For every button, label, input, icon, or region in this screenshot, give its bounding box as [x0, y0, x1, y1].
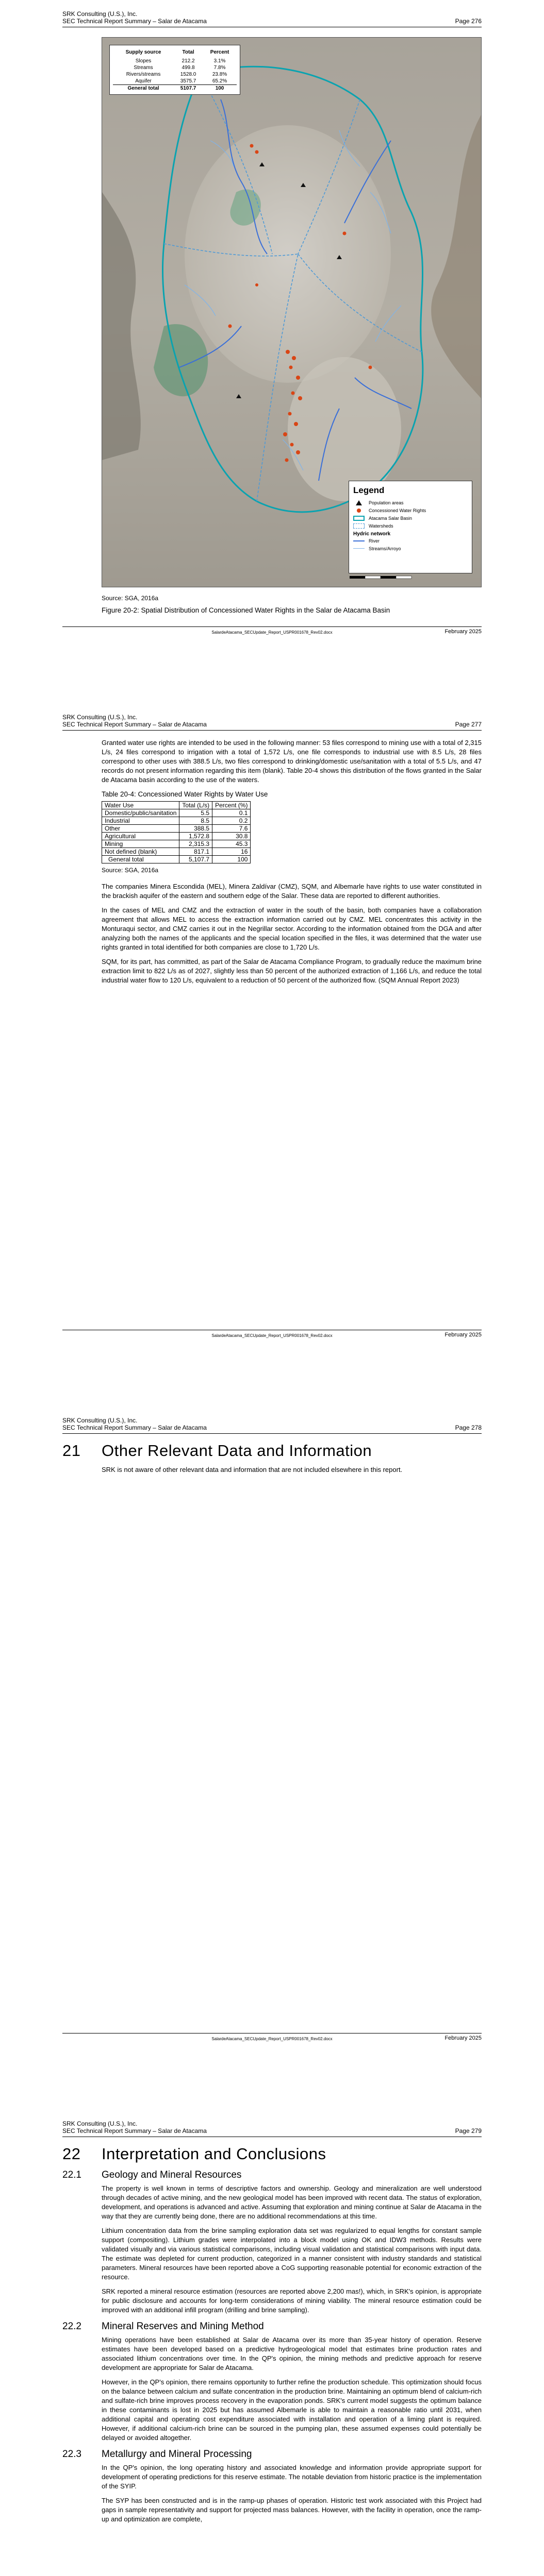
body-paragraph: The companies Minera Escondida (MEL), Minera Zaldívar (CMZ), SQM, and Albemarle have rights to use water constituted in the brackish aquifer of the eastern and southern edge of the Salar. These data are reported to different authorities. [102, 883, 482, 900]
table-cell: Slopes [135, 58, 152, 64]
section-number: 21 [62, 1442, 81, 1460]
footer-filename: SalardeAtacama_SECUpdate_Report_USPR001678_Rev02.docx [211, 1333, 333, 1338]
footer-filename: SalardeAtacama_SECUpdate_Report_USPR001678_Rev02.docx [211, 2037, 333, 2041]
water-rights-map [102, 37, 482, 587]
footer-date: February 2025 [444, 1332, 482, 1338]
stream-line-icon [353, 548, 365, 549]
subsection-heading [62, 2171, 482, 2180]
table-header-cell: Percent (%) [212, 802, 251, 809]
header-report: SEC Technical Report Summary – Salar de Atacama [62, 18, 207, 25]
table-cell: 30.8 [212, 833, 251, 840]
table-cell: General total [113, 85, 174, 92]
subsection-title: Geology and Mineral Resources [102, 2170, 242, 2180]
header-company: SRK Consulting (U.S.), Inc. [62, 714, 138, 721]
table-cell: 7.6 [212, 825, 251, 833]
table-cell: Not defined (blank) [102, 848, 179, 856]
page-number: Page 278 [455, 1424, 482, 1431]
table-cell: 499.8 [182, 65, 195, 71]
table-cell: 388.5 [179, 825, 212, 833]
table-row [102, 848, 251, 856]
body-paragraph: In the cases of MEL and CMZ and the extraction of water in the south of the basin, both companies have a collaboration agreement that allows MEL to access the extraction information carried out by CMZ. MEL concentrates this activity in the Monturaqui sector, and CMZ carries it out in the Negrillar sector. According to the information obtained from the DGA and after analyzing both the names of the applicants and the special location specified in the files, it was determined that the water use rights granted in total identified for both companies are close to 1,720 L/s. [102, 906, 482, 951]
section-title: Other Relevant Data and Information [102, 1442, 372, 1460]
legend-item [353, 514, 468, 522]
table-header-cell: Total (L/s) [179, 802, 212, 809]
table-row [102, 833, 251, 840]
page-header [62, 10, 482, 25]
legend-label: Population areas [369, 500, 404, 505]
subsection-title: Metallurgy and Mineral Processing [102, 2449, 252, 2460]
legend-item [353, 522, 468, 530]
table-header-cell: Water Use [102, 802, 179, 809]
table-row [102, 825, 251, 833]
table-cell: 100 [212, 856, 251, 863]
table-cell: 0.1 [212, 809, 251, 817]
table-cell: 65.2% [212, 78, 227, 84]
legend-item [353, 545, 468, 552]
table-header-row [102, 802, 251, 809]
page-header [62, 714, 482, 728]
scale-bar [350, 576, 411, 579]
page-277 [0, 703, 544, 1406]
dot-icon [357, 509, 361, 513]
page-279 [0, 2110, 544, 2576]
supply-header-cell: Supply source [125, 49, 161, 55]
table-total-row [113, 85, 237, 92]
header-report: SEC Technical Report Summary – Salar de Atacama [62, 721, 207, 728]
footer-filename: SalardeAtacama_SECUpdate_Report_USPR001678_Rev02.docx [211, 630, 333, 635]
body-paragraph: The SYP has been constructed and is in the ramp-up phases of operation. Historic test work associated with this Project had gaps in sample representativity and support for projected mass balances. However, with the facility in operation, once the ramp-up and optimization are complete, [102, 2497, 482, 2523]
section-title: Interpretation and Conclusions [102, 2145, 326, 2163]
table-cell: 817.1 [179, 848, 212, 856]
table-cell: 212.2 [182, 58, 195, 64]
supply-header-cell: Percent [210, 49, 229, 55]
legend-item [353, 499, 468, 506]
table-cell: 0.2 [212, 817, 251, 825]
header-company: SRK Consulting (U.S.), Inc. [62, 2120, 138, 2127]
page-278 [0, 1406, 544, 2110]
table-row [113, 58, 237, 64]
page-number: Page 276 [455, 18, 482, 25]
page-header [62, 1417, 482, 1431]
page-body [102, 738, 482, 990]
table-cell: 3575.7 [180, 78, 196, 84]
table-cell: 7.8% [213, 65, 226, 71]
table-cell: Industrial [102, 817, 179, 825]
header-rule [62, 730, 482, 731]
legend-label: Streams/Arroyo [369, 546, 401, 551]
table-cell: Aquifer [135, 78, 152, 84]
table-cell: Agricultural [102, 833, 179, 840]
footer-date: February 2025 [444, 629, 482, 635]
body-paragraph: In the QP's opinion, the long operating history and associated knowledge and information provide appropriate support for development of operating predictions for this reserve estimate. The notable deviation from historic practice is the implementation of the SYIP. [102, 2464, 482, 2490]
table-row [113, 71, 237, 78]
table-cell: 2,315.3 [179, 840, 212, 848]
water-use-table [102, 801, 251, 863]
legend-label: Watersheds [369, 523, 393, 529]
table-cell: 45.3 [212, 840, 251, 848]
page-body [102, 1465, 482, 1480]
header-company: SRK Consulting (U.S.), Inc. [62, 1417, 138, 1424]
table-cell: Mining [102, 840, 179, 848]
body-paragraph: Mining operations have been established at Salar de Atacama over its more than 35-year history of operation. Reserve estimates have been developed based on a predictive hydrogeological model that estimates brine production rates and associated lithium concentrations over time. In the QP's opinion, the mining methods and predictive approach for reserve development are appropriate for Salar de Atacama. [102, 2336, 482, 2371]
section-heading [62, 1442, 372, 1460]
table-cell: Domestic/public/sanitation [102, 809, 179, 817]
page-number: Page 279 [455, 2127, 482, 2134]
legend-label: River [369, 538, 380, 544]
table-title: Table 20-4: Concessioned Water Rights by Water Use [102, 790, 268, 798]
supply-source-table [109, 45, 240, 95]
table-cell: Other [102, 825, 179, 833]
dashed-outline-icon [353, 523, 365, 529]
figure-block [102, 594, 482, 615]
legend-item [353, 506, 468, 514]
table-cell: 8.5 [179, 817, 212, 825]
map-legend [349, 481, 472, 573]
table-cell: Rivers/streams [126, 72, 161, 77]
subsection-heading [62, 2322, 482, 2331]
table-cell: Streams [134, 65, 153, 71]
legend-label: Atacama Salar Basin [369, 515, 413, 521]
table-cell: General total [102, 856, 179, 863]
triangle-icon [356, 500, 362, 505]
polygon-outline-icon [353, 516, 365, 521]
footer-rule [62, 626, 482, 627]
header-rule [62, 1433, 482, 1434]
subsection-number: 22.1 [62, 2170, 81, 2180]
page-header [62, 2120, 482, 2134]
table-source: Source: SGA, 2016a [102, 867, 159, 874]
section-heading [62, 2145, 326, 2163]
table-cell: 1,572.8 [179, 833, 212, 840]
page-body [62, 2170, 482, 2529]
page-276 [0, 0, 544, 703]
table-cell: 5,107.7 [179, 856, 212, 863]
table-row [113, 64, 237, 71]
table-row [102, 840, 251, 848]
supply-header-cell: Total [182, 49, 194, 55]
subsection-number: 22.3 [62, 2449, 81, 2460]
river-line-icon [353, 540, 365, 541]
subsection-title: Mineral Reserves and Mining Method [102, 2321, 264, 2332]
table-row [102, 817, 251, 825]
salar-flat [185, 125, 391, 383]
legend-label: Concessioned Water Rights [369, 507, 426, 513]
legend-subtitle: Hydric network [353, 531, 391, 537]
legend-title: Legend [353, 485, 385, 495]
legend-item [353, 537, 468, 545]
body-paragraph: However, in the QP's opinion, there remains opportunity to further refine the production schedule. This optimization should focus on the balance between calcium and sulfate concentration in the production brine. Maintaining an optimum blend of calcium-rich and sulfate-rich brine improves process recovery in the evaporation ponds. SRK's current model suggests the optimum balance in these contaminants is lost in 2025 but has assumed Albemarle is able to maintain a reasonable ratio until 2031, when additional capital and operating cost expenditure associated with installation and operation of a liming plant is required. However, if additional calcium-rich brine can be sourced in the pumping plan, these assumed expenses could potentially be delayed or avoided altogether. [102, 2378, 482, 2442]
table-cell: 3.1% [213, 58, 226, 64]
table-cell: 23.8% [212, 72, 227, 77]
table-cell: 1528.0 [180, 72, 196, 77]
page-number: Page 277 [455, 721, 482, 728]
subsection-heading [62, 2450, 482, 2459]
header-company: SRK Consulting (U.S.), Inc. [62, 10, 138, 18]
subsection-number: 22.2 [62, 2321, 81, 2332]
section-number: 22 [62, 2145, 81, 2163]
body-paragraph: The property is well known in terms of descriptive factors and ownership. Geology and mineralization are well understood through decades of active mining, and the new geological model has been improved with recent data. The status of exploration, development, and operations is advanced and active. Assuming that exploration and mining continue at Salar de Atacama in the way that they are currently being done, there are no additional recommendations at this time. [102, 2184, 482, 2220]
footer-date: February 2025 [444, 2035, 482, 2041]
body-paragraph: Lithium concentration data from the brine sampling exploration data set was regularized to equal lengths for constant sample support (compositing). Lithium grades were interpolated into a block model using OK and IDW3 methods. Results were validated visually and via various statistical comparisons, including visual validation and statistical comparisons with input data. The estimate was depleted for current production, categorized in a manner consistent with industry standards and statistical parameters. Mineral resources have been reported above a CoG supporting reasonable potential for economic extraction of the resource. [102, 2227, 482, 2281]
table-row [113, 78, 237, 85]
body-paragraph: SQM, for its part, has committed, as part of the Salar de Atacama Compliance Program, to gradually reduce the maximum brine extraction limit to 822 L/s as of 2027, slightly less than 50 percent of the authorized extraction of 1,166 L/s, and reduce the total industrial water flow to 120 L/s, equivalent to a reduction of 50 percent of the authorized flow. (SQM Annual Report 2023) [102, 958, 482, 984]
body-paragraph: Granted water use rights are intended to be used in the following manner: 53 files correspond to mining use with a total of 2,315 L/s, 24 files correspond to irrigation with a total of 1,572 L/s, one file corresponds to industrial use with 8.5 L/s, 28 files correspond to other uses with 388.5 L/s, two files correspond to drinking/domestic use/sanitation with a total of 5.5 L/s, and 47 records do not present information regarding this item (blank). Table 20-4 shows this distribution of the flows granted in the Salar de Atacama basin according to the use of the waters. [102, 739, 482, 784]
table-cell: 16 [212, 848, 251, 856]
table-row [102, 809, 251, 817]
table-cell: 5.5 [179, 809, 212, 817]
table-cell: 100 [203, 85, 237, 92]
body-paragraph: SRK reported a mineral resource estimation (resources are reported above 2,200 mas!), which, in SRK's opinion, is appropriate for public disclosure and accounts for long-term considerations of mining viability. The mineral resource estimation could be improved with an additional infill program (drilling and brine sampling). [102, 2287, 482, 2314]
table-row [102, 856, 251, 863]
header-report: SEC Technical Report Summary – Salar de Atacama [62, 2127, 207, 2134]
table-cell: 5107.7 [174, 85, 203, 92]
header-report: SEC Technical Report Summary – Salar de Atacama [62, 1424, 207, 1431]
supply-table-header [113, 48, 237, 58]
figure-caption: Figure 20-2: Spatial Distribution of Concessioned Water Rights in the Salar de Atacama Basin [102, 606, 390, 614]
body-paragraph: SRK is not aware of other relevant data and information that are not included elsewhere in this report. [102, 1466, 403, 1473]
figure-source: Source: SGA, 2016a [102, 595, 159, 602]
